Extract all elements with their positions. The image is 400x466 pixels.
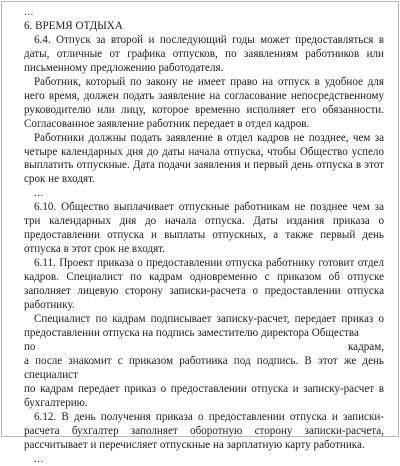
ellipsis-middle: ...	[24, 187, 384, 201]
paragraph-employee-request: Работник, который по закону не имеет право на отпуск в удобное для него время, должен подать заявление на согласование непосредственному руководителю или лицу, которое временно исполняет его обязанности. Согласованное заявление работник передает в отдел кадров.	[24, 76, 384, 132]
paragraph-application-deadline: Работники должны подать заявление в отдел кадров не позднее, чем за четыре календарных дня до даты начала отпуска, чтобы Общество успело выплатить отпускные. Дата подачи заявления и первый день отпуска в этот срок не входят.	[24, 132, 384, 188]
split-line-left: по	[24, 341, 35, 355]
paragraph-6-4: 6.4. Отпуск за второй и последующий годы может предоставляться в даты, отличные от графика отпусков, по заявлениям работников или письменному предложению работодателя.	[24, 34, 384, 76]
paragraph-6-11: 6.11. Проект приказа о предоставлении отпуска работнику готовит отдел кадров. Специалист по кадрам одновременно с приказом об отпуске заполняет лицевую сторону записки-расчета о предоставлении отпуска работнику.	[24, 257, 384, 313]
paragraph-6-12: 6.12. В день получения приказа о предоставлении отпуска и записки-расчета бухгалтер заполняет оборотную сторону записки-расчета, рассчитывает и перечисляет отпускные на зарплатную карту работника.	[24, 411, 384, 453]
document-page	[1, 1, 399, 437]
paragraph-acquaint: а после знакомит с приказом работника под подпись. В этот же день специалист	[24, 355, 384, 383]
paragraph-6-10: 6.10. Общество выплачивает отпускные работникам не позднее чем за три календарных дня до начала отпуска. Даты издания приказа о предоставлении отпуска и выплаты отпускных, а также первый день отпуска в этот срок не входят.	[24, 201, 384, 257]
split-line-right: кадрам,	[348, 341, 384, 355]
section-heading: 6. ВРЕМЯ ОТДЫХА	[24, 20, 384, 34]
ellipsis-top: ...	[24, 6, 384, 20]
paragraph-hr-signs: Специалист по кадрам подписывает записку-расчет, передает приказ о предоставлении отпуска на подпись заместителю директора Общества	[24, 313, 384, 341]
ellipsis-bottom: ...	[24, 453, 384, 466]
split-line	[24, 341, 384, 355]
paragraph-transfer-accounting: по кадрам передает приказ о предоставлении отпуска и записку-расчет в бухгалтерию.	[24, 383, 384, 411]
